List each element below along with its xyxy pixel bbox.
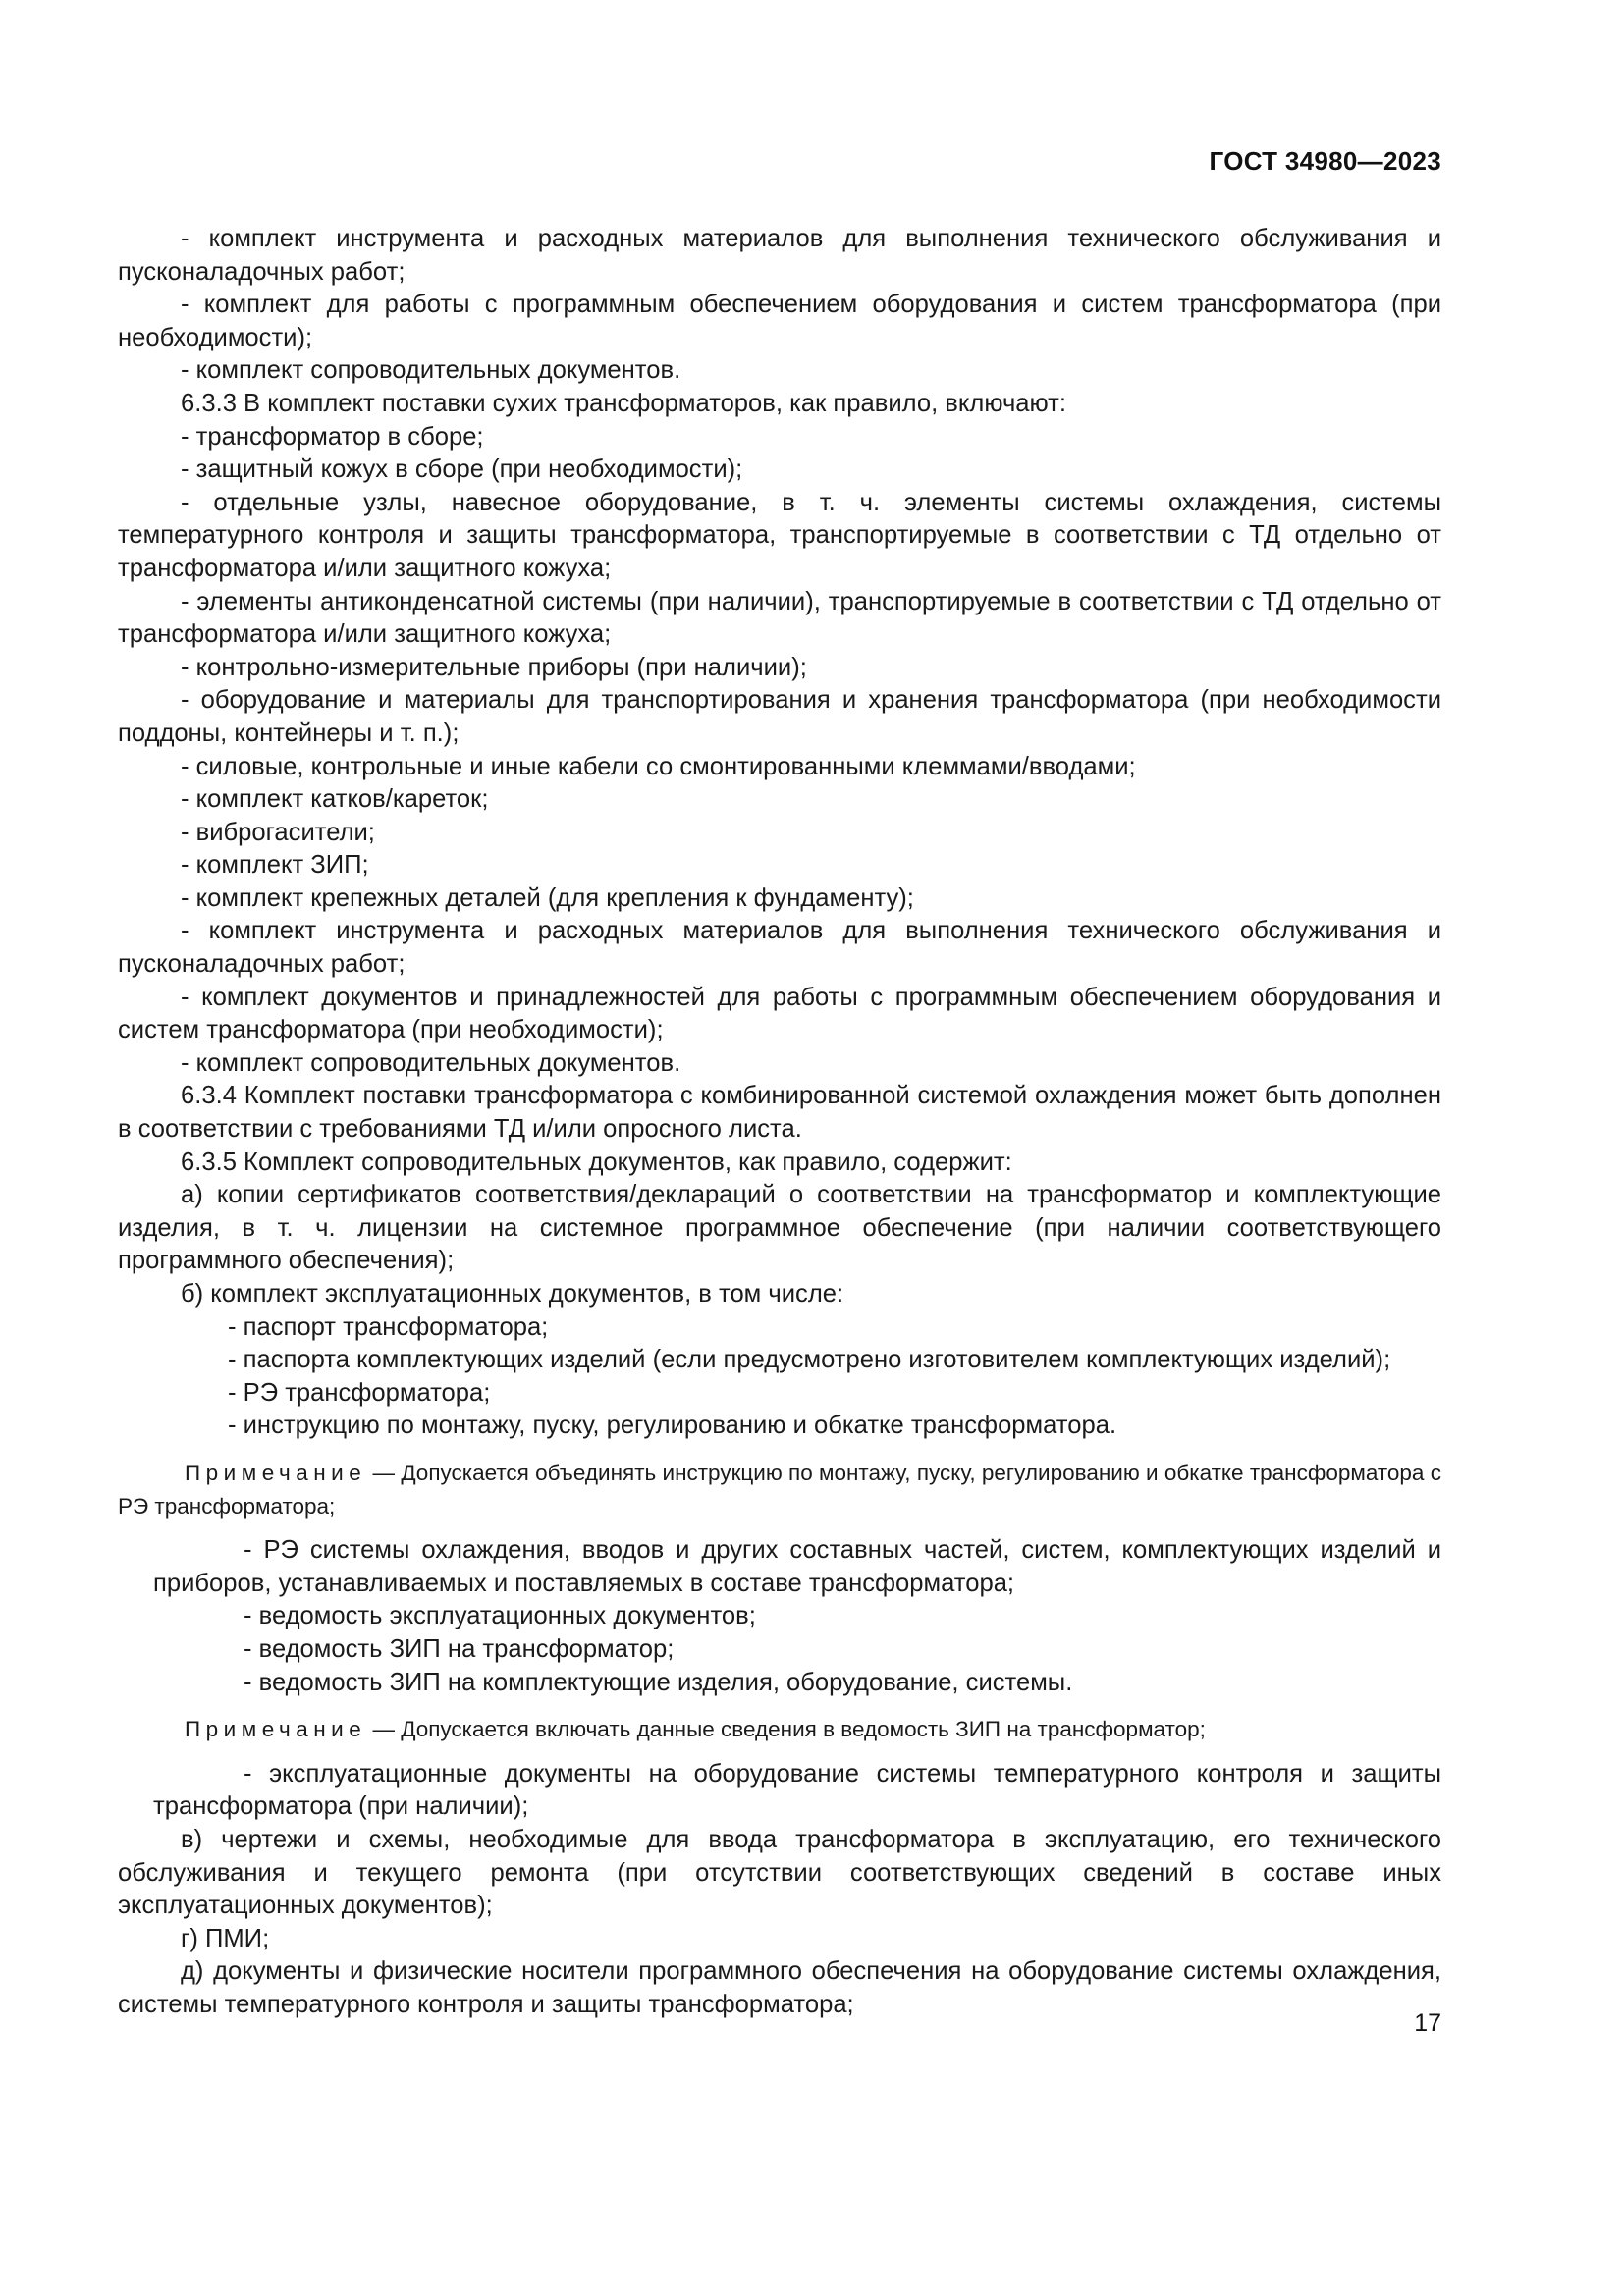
- paragraph: - комплект ЗИП;: [181, 851, 369, 880]
- paragraph: - комплект документов и принадлежностей для работы с программным обеспечением оборудования и систем трансформатора (при необходимости);: [118, 983, 1441, 1044]
- page-number: 17: [1414, 2009, 1441, 2037]
- clause-6-3-4: 6.3.4 Комплект поставки трансформатора с комбинированной системой охлаждения может быть дополнен в соответствии с требованиями ТД и/или опросного листа.: [118, 1082, 1441, 1144]
- note-text: — Допускается объединять инструкцию по монтажу, пуску, регулированию и обкатке трансформатора с РЭ трансформатора;: [118, 1460, 1441, 1519]
- note-label: Примечание: [185, 1460, 367, 1485]
- paragraph: - комплект для работы с программным обеспечением оборудования и систем трансформатора (при необходимости);: [118, 291, 1441, 351]
- paragraph: - комплект инструмента и расходных материалов для выполнения технического обслуживания и пусконаладочных работ;: [118, 917, 1441, 979]
- paragraph: - виброгасители;: [181, 818, 375, 846]
- list-item-a: а) копии сертификатов соответствия/деклараций о соответствии на трансформатор и комплектующие изделия, в т. ч. лицензии на системное программное обеспечение (при наличии соответствующего программного обеспечения);: [118, 1181, 1441, 1275]
- sub-list-item: - РЭ трансформатора;: [228, 1378, 491, 1407]
- paragraph: - оборудование и материалы для транспортирования и хранения трансформатора (при необходимости поддоны, контейнеры и т. п.);: [118, 686, 1441, 747]
- sub-list-item: - инструкцию по монтажу, пуску, регулированию и обкатке трансформатора.: [228, 1412, 1117, 1440]
- paragraph: - отдельные узлы, навесное оборудование, в т. ч. элементы системы охлаждения, системы температурного контроля и защиты трансформатора, транспортируемые в соответствии с ТД отдельно от трансформатора и/или защитного кожуха;: [118, 488, 1441, 582]
- paragraph: - комплект сопроводительных документов.: [181, 356, 681, 385]
- sub-list-item: - паспорт трансформатора;: [228, 1312, 549, 1341]
- sub-list-item: - ведомость эксплуатационных документов;: [244, 1602, 756, 1630]
- sub-list-item: - ведомость ЗИП на трансформатор;: [244, 1634, 675, 1663]
- paragraph: - силовые, контрольные и иные кабели со смонтированными клеммами/вводами;: [181, 752, 1136, 780]
- paragraph: - элементы антиконденсатной системы (при наличии), транспортируемые в соответствии с ТД отдельно от трансформатора и/или защитного кожуха;: [118, 587, 1441, 649]
- sub-list-item: - паспорта комплектующих изделий (если предусмотрено изготовителем комплектующих изделий);: [228, 1346, 1391, 1374]
- note-1: [118, 1457, 1441, 1522]
- paragraph: - комплект катков/кареток;: [181, 785, 489, 814]
- paragraph: - комплект инструмента и расходных материалов для выполнения технического обслуживания и пусконаладочных работ;: [118, 225, 1441, 286]
- paragraph: - защитный кожух в сборе (при необходимости);: [181, 455, 743, 484]
- note-text: — Допускается включать данные сведения в ведомость ЗИП на трансформатор;: [366, 1717, 1206, 1742]
- sub-list-item: - РЭ системы охлаждения, вводов и других составных частей, систем, комплектующих изделий и приборов, устанавливаемых и поставляемых в составе трансформатора;: [153, 1536, 1441, 1597]
- document-number: ГОСТ 34980—2023: [1209, 146, 1441, 176]
- clause-6-3-5: 6.3.5 Комплект сопроводительных документов, как правило, содержит:: [181, 1148, 1012, 1176]
- clause-6-3-3: 6.3.3 В комплект поставки сухих трансформаторов, как правило, включают:: [181, 389, 1066, 417]
- note-2: [118, 1713, 1441, 1746]
- paragraph: - комплект сопроводительных документов.: [181, 1048, 681, 1077]
- document-body: [118, 223, 1441, 2021]
- list-item-b: б) комплект эксплуатационных документов, в том числе:: [181, 1280, 844, 1308]
- list-item-v: в) чертежи и схемы, необходимые для ввода трансформатора в эксплуатацию, его технического обслуживания и текущего ремонта (при отсутствии соответствующих сведений в составе иных эксплуатационных документов);: [118, 1825, 1441, 1920]
- paragraph: - комплект крепежных деталей (для крепления к фундаменту);: [181, 883, 914, 912]
- list-item-g: г) ПМИ;: [181, 1924, 270, 1952]
- paragraph: - контрольно-измерительные приборы (при наличии);: [181, 653, 807, 681]
- sub-list-item: - ведомость ЗИП на комплектующие изделия, оборудование, системы.: [244, 1668, 1073, 1696]
- list-item-d: д) документы и физические носители программного обеспечения на оборудование системы охлаждения, системы температурного контроля и защиты трансформатора;: [118, 1957, 1441, 2018]
- note-label: Примечание: [185, 1717, 367, 1742]
- paragraph: - трансформатор в сборе;: [181, 422, 484, 451]
- sub-list-item: - эксплуатационные документы на оборудование системы температурного контроля и защиты трансформатора (при наличии);: [153, 1759, 1441, 1821]
